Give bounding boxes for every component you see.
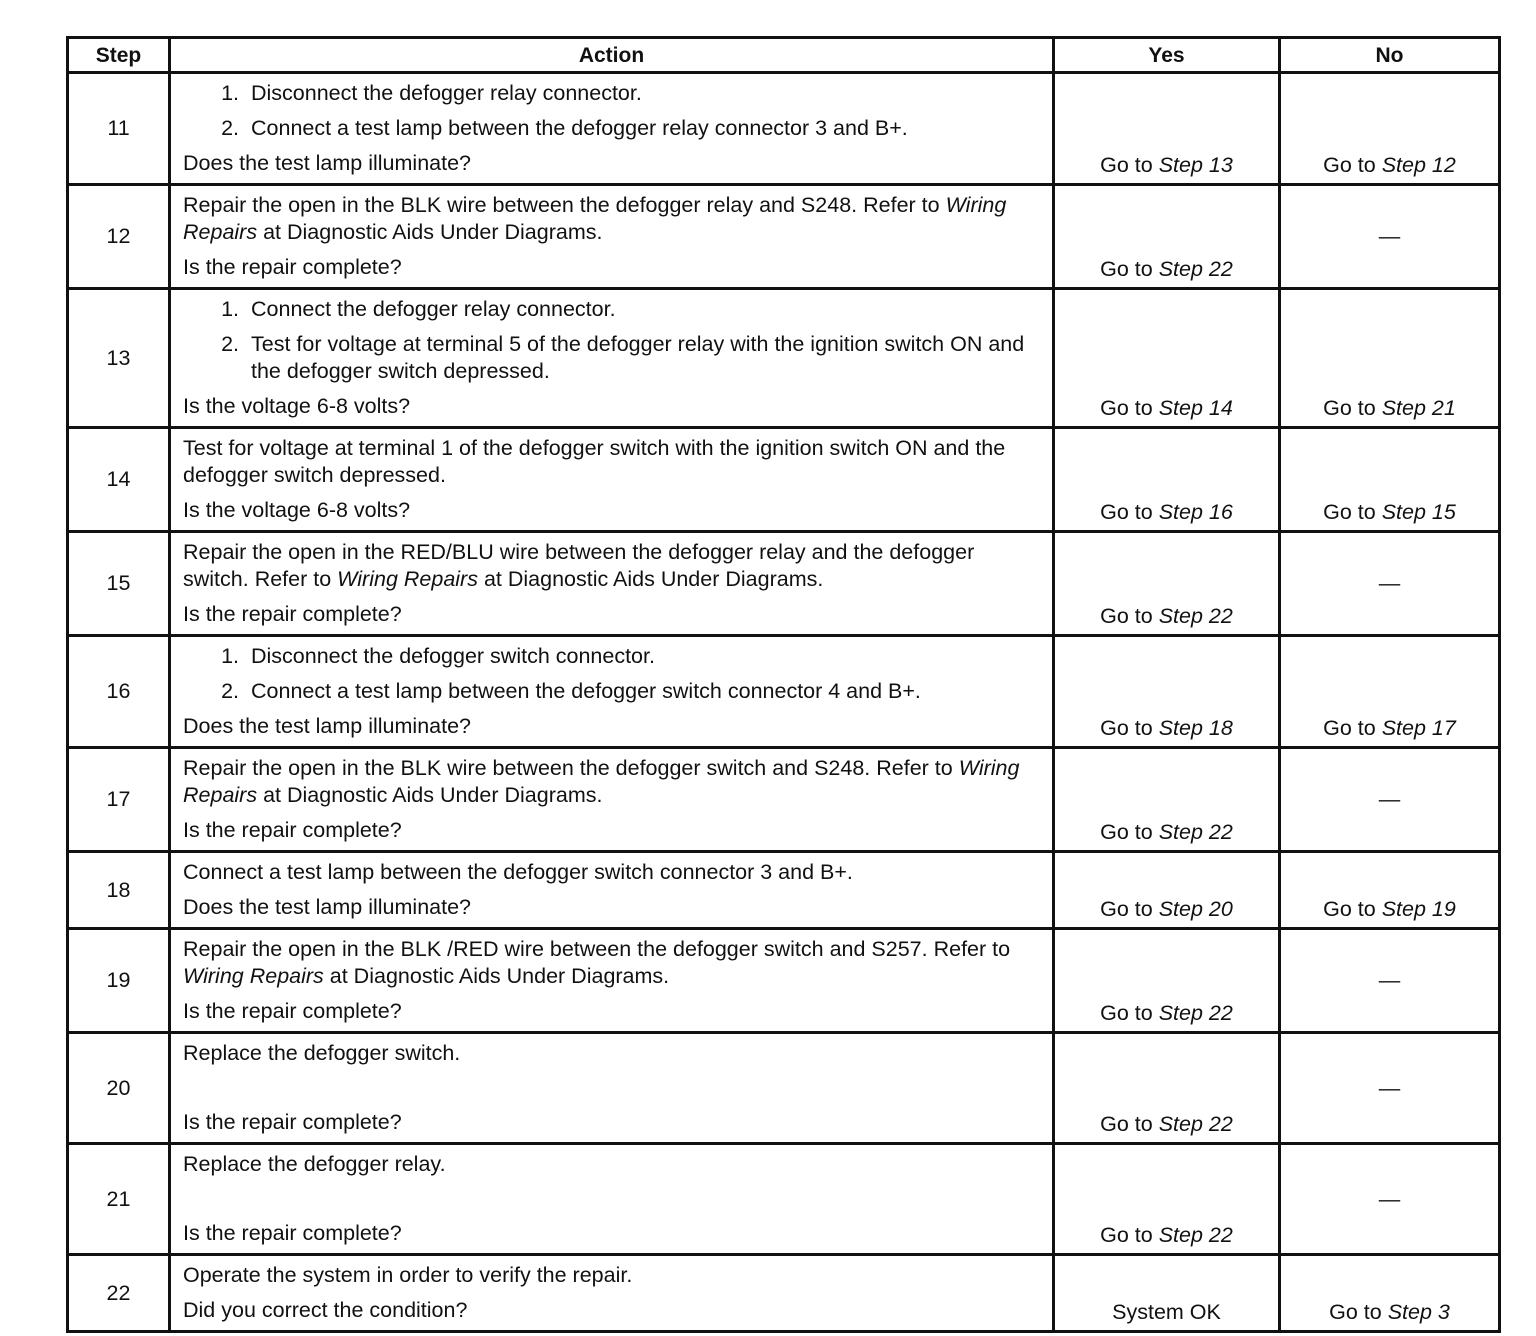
table-row bbox=[68, 929, 1500, 1033]
table-row bbox=[68, 185, 1500, 289]
list-number: 1. bbox=[221, 297, 239, 321]
action-cell bbox=[170, 289, 1054, 428]
refer-to: Refer to bbox=[863, 193, 940, 217]
yes-cell bbox=[1054, 532, 1280, 636]
action-cell bbox=[170, 73, 1054, 185]
refer-to: Refer to bbox=[933, 937, 1011, 961]
step-number: 11 bbox=[68, 73, 170, 185]
action-cell bbox=[170, 636, 1054, 748]
yes-cell bbox=[1054, 289, 1280, 428]
goto-prefix: Go to bbox=[1323, 716, 1376, 740]
goto-prefix: Go to bbox=[1323, 396, 1376, 420]
action-text-line: Repair the open in the BLK wire between the defogger switch and S248. bbox=[183, 756, 871, 780]
list-number: 2. bbox=[221, 679, 239, 703]
list-text: Disconnect the defogger relay connector. bbox=[251, 81, 642, 105]
action-question: Is the repair complete? bbox=[183, 1110, 402, 1134]
action-cell bbox=[170, 532, 1054, 636]
table-row bbox=[68, 428, 1500, 532]
goto-prefix: Go to bbox=[1323, 153, 1376, 177]
diagnostic-table bbox=[66, 36, 1501, 1333]
header-step: Step bbox=[68, 38, 170, 73]
goto-prefix: Go to bbox=[1100, 716, 1153, 740]
list-number: 1. bbox=[221, 644, 239, 668]
refer-post: at Diagnostic Aids Under Diagrams. bbox=[263, 783, 603, 807]
action-cell bbox=[170, 185, 1054, 289]
action-question: Is the repair complete? bbox=[183, 999, 402, 1023]
list-text: Disconnect the defogger switch connector. bbox=[251, 644, 655, 668]
goto-prefix: Go to bbox=[1100, 257, 1153, 281]
wiring-repairs-ref: Wiring Repairs bbox=[183, 193, 1007, 244]
yes-cell bbox=[1054, 636, 1280, 748]
goto-prefix: Go to bbox=[1323, 500, 1376, 524]
goto-prefix: Go to bbox=[1100, 1001, 1153, 1025]
step-ref: Step 14 bbox=[1158, 396, 1233, 420]
step-ref: Step 22 bbox=[1158, 1223, 1233, 1247]
table-row bbox=[68, 1255, 1500, 1332]
spacer bbox=[183, 1075, 1042, 1109]
action-cell bbox=[170, 748, 1054, 852]
refer-post: at Diagnostic Aids Under Diagrams. bbox=[483, 567, 824, 591]
no-cell bbox=[1280, 289, 1500, 428]
action-question: Is the voltage 6-8 volts? bbox=[183, 498, 411, 522]
action-text: Operate the system in order to verify the repair. bbox=[183, 1263, 633, 1287]
goto-prefix: Go to bbox=[1100, 604, 1153, 628]
step-number: 16 bbox=[68, 636, 170, 748]
action-cell bbox=[170, 1144, 1054, 1255]
no-cell: — bbox=[1280, 929, 1500, 1033]
no-cell bbox=[1280, 428, 1500, 532]
goto-prefix: Go to bbox=[1100, 153, 1153, 177]
list-number: 2. bbox=[221, 332, 239, 356]
goto-prefix: Go to bbox=[1100, 396, 1153, 420]
action-cell bbox=[170, 929, 1054, 1033]
action-text bbox=[183, 192, 1042, 246]
no-cell bbox=[1280, 852, 1500, 929]
step-number: 13 bbox=[68, 289, 170, 428]
yes-cell bbox=[1054, 1144, 1280, 1255]
action-question: Does the test lamp illuminate? bbox=[183, 151, 472, 175]
goto-prefix: Go to bbox=[1100, 1223, 1153, 1247]
step-number: 15 bbox=[68, 532, 170, 636]
action-text bbox=[183, 936, 1042, 990]
goto-prefix: Go to bbox=[1100, 897, 1153, 921]
step-ref: Step 16 bbox=[1158, 500, 1233, 524]
table-row bbox=[68, 532, 1500, 636]
no-cell bbox=[1280, 636, 1500, 748]
action-question: Is the voltage 6-8 volts? bbox=[183, 394, 411, 418]
action-cell bbox=[170, 852, 1054, 929]
action-text: Connect a test lamp between the defogger switch connector 3 and B+. bbox=[183, 860, 853, 884]
no-cell: — bbox=[1280, 1033, 1500, 1144]
step-number: 12 bbox=[68, 185, 170, 289]
refer-to: Refer to bbox=[876, 756, 953, 780]
list-number: 2. bbox=[221, 116, 239, 140]
wiring-repairs-ref: Wiring Repairs bbox=[183, 756, 1020, 807]
no-cell: — bbox=[1280, 185, 1500, 289]
action-list bbox=[183, 296, 1042, 385]
yes-cell bbox=[1054, 748, 1280, 852]
action-list bbox=[183, 80, 1042, 142]
list-item bbox=[183, 643, 1042, 670]
action-cell bbox=[170, 1033, 1054, 1144]
action-text: Replace the defogger switch. bbox=[183, 1041, 461, 1065]
action-cell bbox=[170, 1255, 1054, 1332]
step-ref: Step 22 bbox=[1158, 604, 1233, 628]
no-cell: — bbox=[1280, 1144, 1500, 1255]
step-number: 20 bbox=[68, 1033, 170, 1144]
action-text: Test for voltage at terminal 1 of the defogger switch with the ignition switch ON and the defogger switch depressed. bbox=[183, 436, 1006, 487]
step-number: 22 bbox=[68, 1255, 170, 1332]
list-item bbox=[183, 80, 1042, 107]
goto-prefix: Go to bbox=[1100, 1112, 1153, 1136]
header-no: No bbox=[1280, 38, 1500, 73]
action-question: Is the repair complete? bbox=[183, 255, 402, 279]
step-ref: Step 17 bbox=[1381, 716, 1456, 740]
refer-post: at Diagnostic Aids Under Diagrams. bbox=[329, 964, 670, 988]
action-question: Is the repair complete? bbox=[183, 818, 402, 842]
step-ref: Step 20 bbox=[1158, 897, 1233, 921]
step-ref: Step 22 bbox=[1158, 1001, 1233, 1025]
goto-prefix: Go to bbox=[1323, 897, 1376, 921]
action-question: Does the test lamp illuminate? bbox=[183, 895, 472, 919]
step-ref: Step 22 bbox=[1158, 1112, 1233, 1136]
list-item bbox=[183, 678, 1042, 705]
table-row bbox=[68, 1033, 1500, 1144]
no-cell bbox=[1280, 73, 1500, 185]
yes-cell bbox=[1054, 929, 1280, 1033]
goto-prefix: Go to bbox=[1329, 1300, 1382, 1324]
table-row bbox=[68, 748, 1500, 852]
step-ref: Step 15 bbox=[1381, 500, 1456, 524]
wiring-repairs-ref: Wiring Repairs bbox=[183, 964, 324, 988]
header-action: Action bbox=[170, 38, 1054, 73]
step-number: 19 bbox=[68, 929, 170, 1033]
step-number: 17 bbox=[68, 748, 170, 852]
refer-post: at Diagnostic Aids Under Diagrams. bbox=[263, 220, 603, 244]
step-ref: Step 22 bbox=[1158, 820, 1233, 844]
step-number: 21 bbox=[68, 1144, 170, 1255]
no-cell: — bbox=[1280, 532, 1500, 636]
goto-prefix: Go to bbox=[1100, 500, 1153, 524]
list-text: Connect the defogger relay connector. bbox=[251, 297, 616, 321]
step-ref: Step 19 bbox=[1381, 897, 1456, 921]
step-ref: Step 18 bbox=[1158, 716, 1233, 740]
action-question: Did you correct the condition? bbox=[183, 1298, 468, 1322]
action-text-line: Repair the open in the BLK wire between the defogger relay and S248. bbox=[183, 193, 858, 217]
spacer bbox=[183, 1186, 1042, 1220]
action-question: Does the test lamp illuminate? bbox=[183, 714, 472, 738]
action-text-line: Repair the open in the BLK /RED wire between the defogger switch and S257. bbox=[183, 937, 928, 961]
table-row bbox=[68, 289, 1500, 428]
header-row bbox=[68, 38, 1500, 73]
table-row bbox=[68, 852, 1500, 929]
list-number: 1. bbox=[221, 81, 239, 105]
action-list bbox=[183, 643, 1042, 705]
yes-cell bbox=[1054, 1033, 1280, 1144]
table-row bbox=[68, 73, 1500, 185]
table-row bbox=[68, 636, 1500, 748]
list-item bbox=[183, 331, 1042, 385]
header-yes: Yes bbox=[1054, 38, 1280, 73]
list-item bbox=[183, 115, 1042, 142]
list-text: Connect a test lamp between the defogger relay connector 3 and B+. bbox=[251, 116, 908, 140]
step-ref: Step 13 bbox=[1158, 153, 1233, 177]
action-text bbox=[183, 755, 1042, 809]
step-number: 18 bbox=[68, 852, 170, 929]
step-ref: Step 22 bbox=[1158, 257, 1233, 281]
action-cell bbox=[170, 428, 1054, 532]
goto-prefix: Go to bbox=[1100, 820, 1153, 844]
yes-cell bbox=[1054, 73, 1280, 185]
yes-cell: System OK bbox=[1054, 1255, 1280, 1332]
action-question: Is the repair complete? bbox=[183, 1221, 402, 1245]
yes-cell bbox=[1054, 852, 1280, 929]
yes-cell bbox=[1054, 185, 1280, 289]
no-cell bbox=[1280, 1255, 1500, 1332]
list-text: Test for voltage at terminal 5 of the defogger relay with the ignition switch ON and the defogger switch depressed. bbox=[251, 332, 1025, 383]
table-row bbox=[68, 1144, 1500, 1255]
list-text: Connect a test lamp between the defogger switch connector 4 and B+. bbox=[251, 679, 921, 703]
step-number: 14 bbox=[68, 428, 170, 532]
action-question: Is the repair complete? bbox=[183, 602, 402, 626]
no-cell: — bbox=[1280, 748, 1500, 852]
action-text: Replace the defogger relay. bbox=[183, 1152, 446, 1176]
yes-cell bbox=[1054, 428, 1280, 532]
list-item bbox=[183, 296, 1042, 323]
refer-to: Refer to bbox=[254, 567, 332, 591]
step-ref: Step 12 bbox=[1381, 153, 1456, 177]
action-text bbox=[183, 539, 1042, 593]
step-ref: Step 3 bbox=[1387, 1300, 1450, 1324]
step-ref: Step 21 bbox=[1381, 396, 1456, 420]
wiring-repairs-ref: Wiring Repairs bbox=[337, 567, 478, 591]
action-text-line: Repair the open in the RED/BLU wire between the defogger relay and the defogger switch. bbox=[183, 540, 975, 591]
